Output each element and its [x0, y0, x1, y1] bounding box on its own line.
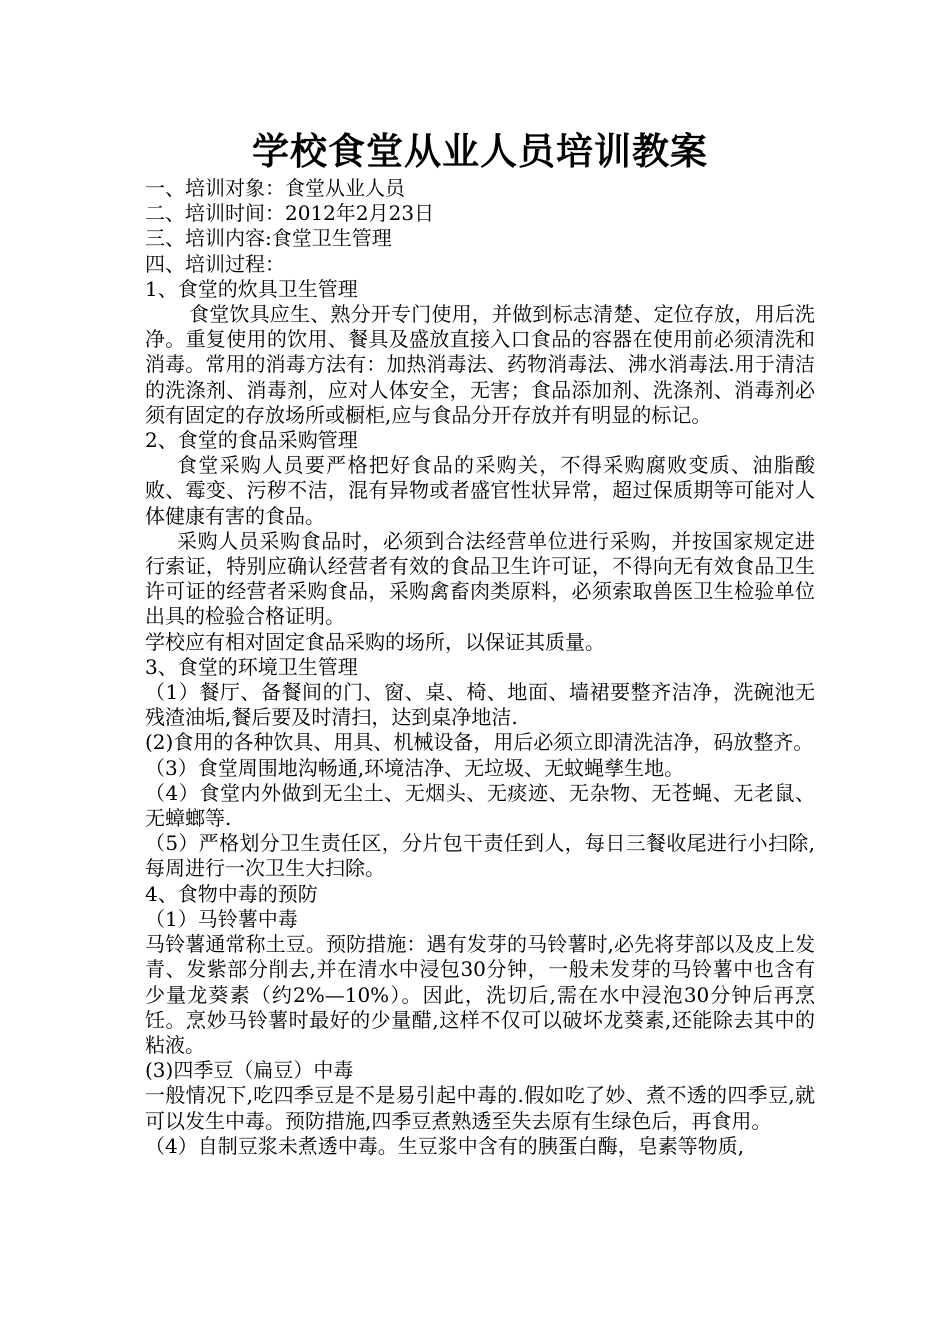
section-3-item-4: （4）食堂内外做到无尘土、无烟头、无痰迹、无杂物、无苍蝇、无老鼠、无蟑螂等. [145, 780, 815, 831]
section-2-heading: 2、食堂的食品采购管理 [145, 428, 358, 453]
section-3-item-2: (2)食用的各种饮具、用具、机械设备，用后必须立即清洗洁净，码放整齐。 [145, 730, 814, 755]
section-1-paragraph: 食堂饮具应生、熟分开专门使用，并做到标志清楚、定位存放，用后洗净。重复使用的饮用、餐具及盛放直接入口食品的容器在使用前必须清洗和消毒。常用的消毒方法有：加热消毒法、药物消毒法、沸水消毒法.用于清洁的洗涤剂、消毒剂，应对人体安全，无害；食品添加剂、洗涤剂、消毒剂必须有固定的存放场所或橱柜,应与食品分开存放并有明显的标记。 [145, 302, 815, 427]
section-3-item-3: （3）食堂周围地沟畅通,环境洁净、无垃圾、无蚊蝇孳生地。 [145, 755, 685, 780]
section-2-paragraph-1: 食堂采购人员要严格把好食品的采购关，不得采购腐败变质、油脂酸败、霉变、污秽不洁，混有异物或者盛官性状异常，超过保质期等可能对人体健康有害的食品。 [145, 453, 815, 528]
section-3-item-1: （1）餐厅、备餐间的门、窗、桌、椅、地面、墙裙要整齐洁净，洗碗池无残渣油垢,餐后要及时清扫，达到桌净地洁. [145, 680, 815, 730]
header-line-process: 四、培训过程： [145, 251, 285, 276]
section-4-sub-1-paragraph: 马铃薯通常称土豆。预防措施：遇有发芽的马铃薯时,必先将芽部以及皮上发青、发紫部分削去,并在清水中浸包30分钟，一般未发芽的马铃薯中也含有少量龙葵素（约2%—10%）。因此，洗切后,需在水中浸泡30分钟后再烹饪。烹妙马铃薯时最好的少量醋,这样不仅可以破坏龙葵素,还能除去其中的粘液。 [145, 932, 815, 1057]
section-4-sub-4-line: （4）自制豆浆未煮透中毒。生豆浆中含有的胰蛋白酶，皂素等物质, [145, 1133, 745, 1158]
section-4-sub-3-heading: (3)四季豆（扁豆）中毒 [145, 1058, 354, 1083]
section-2-paragraph-3: 学校应有相对固定食品采购的场所，以保证其质量。 [145, 629, 605, 654]
section-4-heading: 4、食物中毒的预防 [145, 881, 318, 906]
section-2-paragraph-2: 采购人员采购食品时，必须到合法经营单位进行采购，并按国家规定进行索证，特别应确认经营者有效的食品卫生许可证，不得向无有效食品卫生许可证的经营者采购食品，采购禽畜肉类原料，必须索取兽医卫生检验单位出具的检验合格证明。 [145, 528, 815, 629]
header-line-target: 一、培训对象：食堂从业人员 [145, 176, 405, 200]
section-1-heading: 1、食堂的炊具卫生管理 [145, 276, 358, 301]
header-line-time: 二、培训时间：2012年2月23日 [145, 201, 435, 226]
section-4-sub-1-heading: （1）马铃薯中毒 [145, 906, 298, 931]
section-4-sub-3-paragraph: 一般情况下,吃四季豆是不是易引起中毒的.假如吃了妙、煮不透的四季豆,就可以发生中毒。预防措施,四季豆煮熟透至失去原有生绿色后，再食用。 [145, 1083, 815, 1133]
section-3-heading: 3、食堂的环境卫生管理 [145, 654, 358, 679]
header-line-content: 三、培训内容:食堂卫生管理 [145, 226, 392, 251]
section-3-item-5: （5）严格划分卫生责任区，分片包干责任到人，每日三餐收尾进行小扫除,每周进行一次卫生大扫除。 [145, 831, 815, 881]
document-title: 学校食堂从业人员培训教案 [252, 130, 708, 173]
document-page [145, 128, 815, 1159]
